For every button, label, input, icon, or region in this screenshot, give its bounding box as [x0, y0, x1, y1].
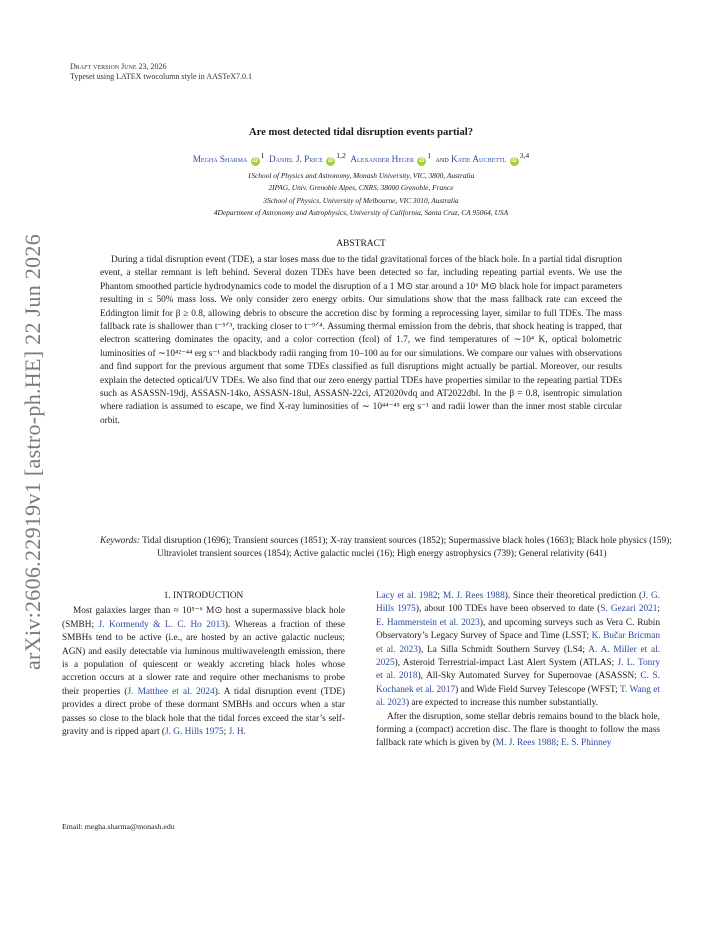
affiliation-1: 1School of Physics and Astronomy, Monash University, VIC, 3800, Australia — [247, 171, 475, 180]
citation-link[interactable]: E. S. Phinney — [560, 738, 612, 749]
body-text: ), Asteroid Terrestrial-impact Last Alert System (ATLAS; — [394, 658, 618, 669]
affiliation-3: 3School of Physics, University of Melbourne, VIC 3010, Australia — [263, 195, 459, 205]
orcid-icon[interactable]: iD — [252, 158, 258, 165]
column-left — [62, 590, 345, 739]
body-text: ), and upcoming surveys such as Vera C. Rubin Observatory’s Legacy Survey of Space and Time (LSST; — [376, 617, 660, 642]
citation-link[interactable]: C. S. Kochanek et al. 2017 — [376, 671, 660, 695]
orcid-icon[interactable]: iD — [419, 158, 425, 165]
orcid-icon[interactable]: iD — [511, 158, 517, 165]
affiliation-2: 2IPAG, Univ. Grenoble Alpes, CNRS, 38000 Grenoble, France — [268, 183, 454, 193]
body-text: ; — [437, 591, 443, 601]
keywords-label: Keywords: — [100, 536, 140, 546]
citation-link[interactable]: M. J. Rees 1988 — [442, 591, 505, 601]
affiliation-4: 4Department of Astronomy and Astrophysics, University of California, Santa Cruz, CA 95064, USA — [213, 208, 509, 218]
body-text: After the disruption, some stellar debris remains bound to the black hole, forming a (compact) accretion disc. The flare is thought to follow the mass fallback rate which is given by ( — [376, 711, 660, 749]
affiliations — [70, 170, 652, 220]
intro-paragraph-2 — [376, 711, 660, 751]
body-text: ; — [223, 727, 229, 738]
section-heading: 1. INTRODUCTION — [163, 591, 244, 601]
author-3[interactable]: Alexander Heger $iD^1$ — [350, 151, 432, 165]
citation-link[interactable]: J. Kormendy & L. C. Ho 2013 — [98, 619, 225, 630]
intro-paragraph-1-cont — [376, 590, 660, 711]
citation-link[interactable]: A. A. Miller et al. 2025 — [376, 644, 660, 669]
author-list — [70, 151, 652, 166]
arxiv-stamp — [18, 232, 48, 672]
body-text: ; — [555, 738, 561, 749]
body-text: ). Whereas a fraction of these SMBHs tend to be active (i.e., are hosted by an active galactic nucleus; AGN) and easily detectable via luminous multiwavelength emission, there is a population of quiescent or weakly accreting black holes whose accretion occurs at a slower rate and require other mechanisms to probe their properties ( — [62, 619, 345, 697]
body-text: ). A tidal disruption event (TDE) provides a direct probe of these dormant SMBHs and occurs when a star passes so close to the black hole that the tidal forces exceed the star’s self-gravity and is ripped apart ( — [62, 686, 345, 738]
body-text: ) are expected to increase this number substantially. — [405, 698, 598, 709]
citation-link[interactable]: K. Bučar Bricman et al. 2023 — [376, 631, 660, 655]
draft-line: Draft version June 23, 2026 — [70, 62, 167, 71]
typeset-line: Typeset using LATEX twocolumn style in AASTeX7.0.1 — [70, 72, 252, 81]
citation-link[interactable]: S. Gezari 2021 — [600, 604, 658, 615]
body-text: ), about 100 TDEs have been observed to date ( — [415, 604, 601, 615]
abstract-text: During a tidal disruption event (TDE), a star loses mass due to the tidal gravitational forces of the black hole. In a partial tidal disruption event, a stellar remnant is left behind. Several dozen TDEs have been detected so far, including repeating partial events. We use the Phantom smoothed particle hydrodynamics code to model the disruption of a 1 M⊙ star around a 10⁶ M⊙ black hole for impact parameters resulting in ≤ 50% mass loss. We only consider zero energy orbits. Our simulations show that the mass fallback rate can exceed the Eddington limit for β ≥ 0.8, allowing debris to obscure the accretion disc by forming a reprocessing layer, similar to full TDEs. The mass fallback rate is shallower than t⁻⁵ᐟ³, tracking closer to t⁻⁹ᐟ⁴. Assuming thermal emission from the debris, that shock heating is trapped, that electron scattering dominates the opacity, and a color correction (fcol) of 1.7, we find temperatures of ∼10⁴ K, optical bolometric luminosities of ∼10⁴²⁻⁴⁴ erg s⁻¹ and blackbody radii ranging from 10–100 au for our simulations. We compare our values with observations and find support for the previous argument that some TDEs classified as full disruptions might actually be partial. Moreover, our results explain the detected optical/UV TDEs. We also find that our zero energy partial TDEs have properties similar to the repeating partial TDEs such as ASASSN-19dj, ASSASN-14ko, ASSASN-18ul, ASSASN-22ci, AT2020vdq and AT2022dbl. In the β = 0.8, isentropic simulation where radiation is assumed to escape, we find X-ray luminosities of ∼ 10⁴⁴⁻⁴⁵ erg s⁻¹ and radii lower than the inner most stable circular orbit. — [100, 255, 622, 426]
body-text: ; — [657, 604, 661, 615]
keywords-list: Tidal disruption (1696); Transient sources (1851); X-ray transient sources (1852); Supermassive black holes (1663); Black hole physics (159); Ultraviolet transient sources (1854); Active galactic nuclei (16); High energy astrophysics (739); General relativity (641) — [142, 536, 672, 560]
body-text: ), All-Sky Automated Survey for Supernovae (ASASSN; — [417, 671, 641, 682]
intro-paragraph-1 — [62, 605, 345, 739]
body-text: ) and Wide Field Survey Telescope (WFST; — [455, 684, 620, 695]
citation-link[interactable]: M. J. Rees 1988 — [495, 738, 556, 749]
citation-link[interactable]: Lacy et al. 1982 — [376, 591, 438, 601]
author-2[interactable]: Daniel J. Price iD$^{1,2}$ — [269, 151, 346, 165]
column-right — [376, 590, 660, 751]
citation-link[interactable]: E. Hammerstein et al. 2023 — [376, 617, 480, 628]
citation-link[interactable]: J. G. Hills 1975 — [376, 591, 660, 615]
body-text: Most galaxies larger than ≈ 10⁵⁻⁶ M⊙ host a supermassive black hole (SMBH; — [62, 606, 345, 630]
citation-link[interactable]: J. G. Hills 1975 — [165, 727, 224, 738]
citation-link[interactable]: J. Matthee et al. 2024 — [127, 686, 215, 697]
body-text: ). Since their theoretical prediction ( — [504, 591, 643, 601]
arxiv-stamp-text: arXiv:2606.22919v1 [astro-ph.HE] 22 Jun 2026 — [20, 233, 45, 671]
email-footnote: Email: megha.sharma@monash.edu — [62, 822, 175, 831]
author-1[interactable]: Megha Sharma $iD^1$ — [192, 151, 265, 165]
citation-link[interactable]: J. L. Tonry et al. 2018 — [376, 658, 661, 682]
author-4[interactable]: Katie Auchettl iD$^{3,4}$ — [450, 151, 530, 165]
citation-link[interactable]: T. Wang et al. 2023 — [376, 684, 660, 709]
orcid-icon[interactable]: iD — [327, 158, 334, 165]
body-text: ), La Silla Schmidt Southern Survey (LS4; — [417, 644, 589, 655]
paper-title: Are most detected tidal disruption events partial? — [248, 127, 474, 138]
abstract-heading: ABSTRACT — [336, 239, 386, 249]
citation-link[interactable]: J. H. — [228, 727, 246, 738]
running-header — [70, 62, 252, 82]
authors-and: and — [435, 154, 449, 165]
keywords — [100, 535, 679, 561]
